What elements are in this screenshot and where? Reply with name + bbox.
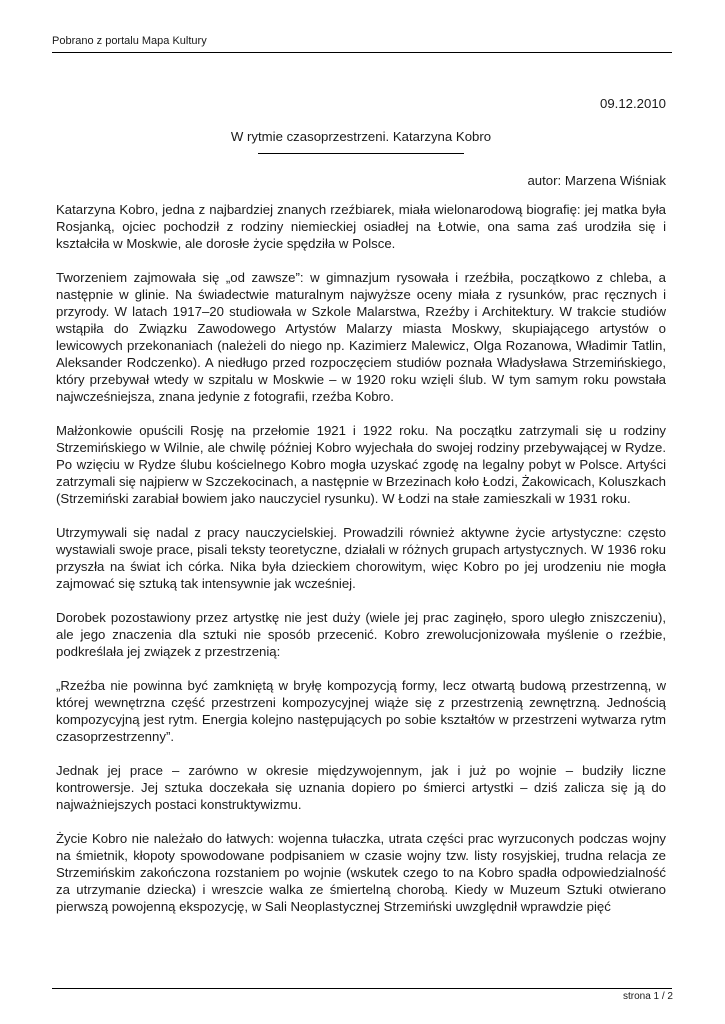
header-source-text: Pobrano z portalu Mapa Kultury: [52, 35, 207, 47]
title-underline: [258, 153, 464, 154]
footer-rule: [52, 988, 672, 989]
article: [56, 95, 666, 915]
paragraph-4: Utrzymywali się nadal z pracy nauczycielskiej. Prowadzili również aktywne życie artystyczne: często wystawiali swoje prace, pisali teksty teoretyczne, działali w różnych grupach artystycznych. W 1936 roku przyszła na świat ich córka. Nika była dzieckiem chorowitym, więc Kobro po jej urodzeniu nie mogła zajmować się sztuką tak intensywnie jak wcześniej.: [56, 525, 666, 591]
quote-paragraph: „Rzeźba nie powinna być zamkniętą w bryłę kompozycją formy, lecz otwartą budową przestrzenną, w której wewnętrzna część przestrzeni kompozycyjnej wiąże się z przestrzenią zewnętrzną. Jednością kompozycyjną jest rytm. Energia kolejno następujących po sobie kształtów w przestrzeni wytwarza rytm czasoprzestrzenny”.: [56, 678, 666, 744]
page-header: [52, 34, 672, 53]
article-author: autor: Marzena Wiśniak: [527, 173, 666, 188]
paragraph-2: Tworzeniem zajmowała się „od zawsze”: w gimnazjum rysowała i rzeźbiła, początkowo z chleba, a następnie w glinie. Na świadectwie maturalnym najwyższe oceny miała z rysunków, prac ręcznych i przyrody. W latach 1917–20 studiowała w Szkole Malarstwa, Rzeźby i Architektury. W trakcie studiów wstąpiła do Związku Zawodowego Artystów Malarzy miasta Moskwy, skupiającego artystów o lewicowych przekonaniach (należeli do niego np. Kazimierz Malewicz, Olga Rozanowa, Władimir Tatlin, Aleksander Rodczenko). A niedługo przed rozpoczęciem studiów poznała Władysława Strzemińskiego, który przebywał wtedy w szpitalu w Moskwie – w 1920 roku wzięli ślub. W tym samym roku powstała najwcześniejsza, znana jedynie z fotografii, rzeźba Kobro.: [56, 270, 666, 404]
paragraph-5: Dorobek pozostawiony przez artystkę nie jest duży (wiele jej prac zaginęło, sporo uległo zniszczeniu), ale jego znaczenia dla sztuki nie sposób przecenić. Kobro zrewolucjonizowała myślenie o rzeźbie, podkreślała jej związek z przestrzenią:: [56, 610, 666, 659]
page-number: strona 1 / 2: [622, 991, 673, 1002]
paragraph-8: Życie Kobro nie należało do łatwych: wojenna tułaczka, utrata części prac wyrzuconych podczas wojny na śmietnik, kłopoty spowodowane podpisaniem w czasie wojny tzw. listy rosyjskiej, trudna relacja ze Strzemińskim zakończona rozstaniem po wojnie (wskutek czego to na Kobro spadła odpowiedzialność za utrzymanie dziecka) i wreszcie walka ze śmiertelną chorobą. Kiedy w Muzeum Sztuki otwierano pierwszą powojenną ekspozycję, w Sali Neoplastycznej Strzemiński uwzględnił wprawdzie pięć: [56, 831, 666, 914]
paragraph-1: Katarzyna Kobro, jedna z najbardziej znanych rzeźbiarek, miała wielonarodową biografię: jej matka była Rosjanką, ojciec pochodził z rodziny niemieckiej osiadłej na Łotwie, ona sama zaś urodziła się i kształciła w Moskwie, ale dorosłe życie spędziła w Polsce.: [56, 202, 666, 251]
article-title: W rytmie czasoprzestrzeni. Katarzyna Kobro: [230, 129, 492, 144]
paragraph-3: Małżonkowie opuścili Rosję na przełomie 1921 i 1922 roku. Na początku zatrzymali się u rodziny Strzemińskiego w Wilnie, ale chwilę później Kobro wyjechała do swojej rodziny przebywającej w Rydze. Po wzięciu w Rydze ślubu kościelnego Kobro mogła uzyskać zgodę na legalny pobyt w Polsce. Artyści zatrzymali się najpierw w Szczekocinach, a następnie w Brzezinach koło Łodzi, Żakowicach, Koluszkach (Strzemiński zarabiał bowiem jako nauczyciel rysunku). W Łodzi na stałe zamieszkali w 1931 roku.: [56, 423, 666, 506]
article-date: 09.12.2010: [599, 96, 666, 111]
paragraph-7: Jednak jej prace – zarówno w okresie międzywojennym, jak i już po wojnie – budziły liczne kontrowersje. Jej sztuka doczekała się uznania dopiero po śmierci artystki – dziś zalicza się ją do najważniejszych postaci konstruktywizmu.: [56, 763, 666, 812]
